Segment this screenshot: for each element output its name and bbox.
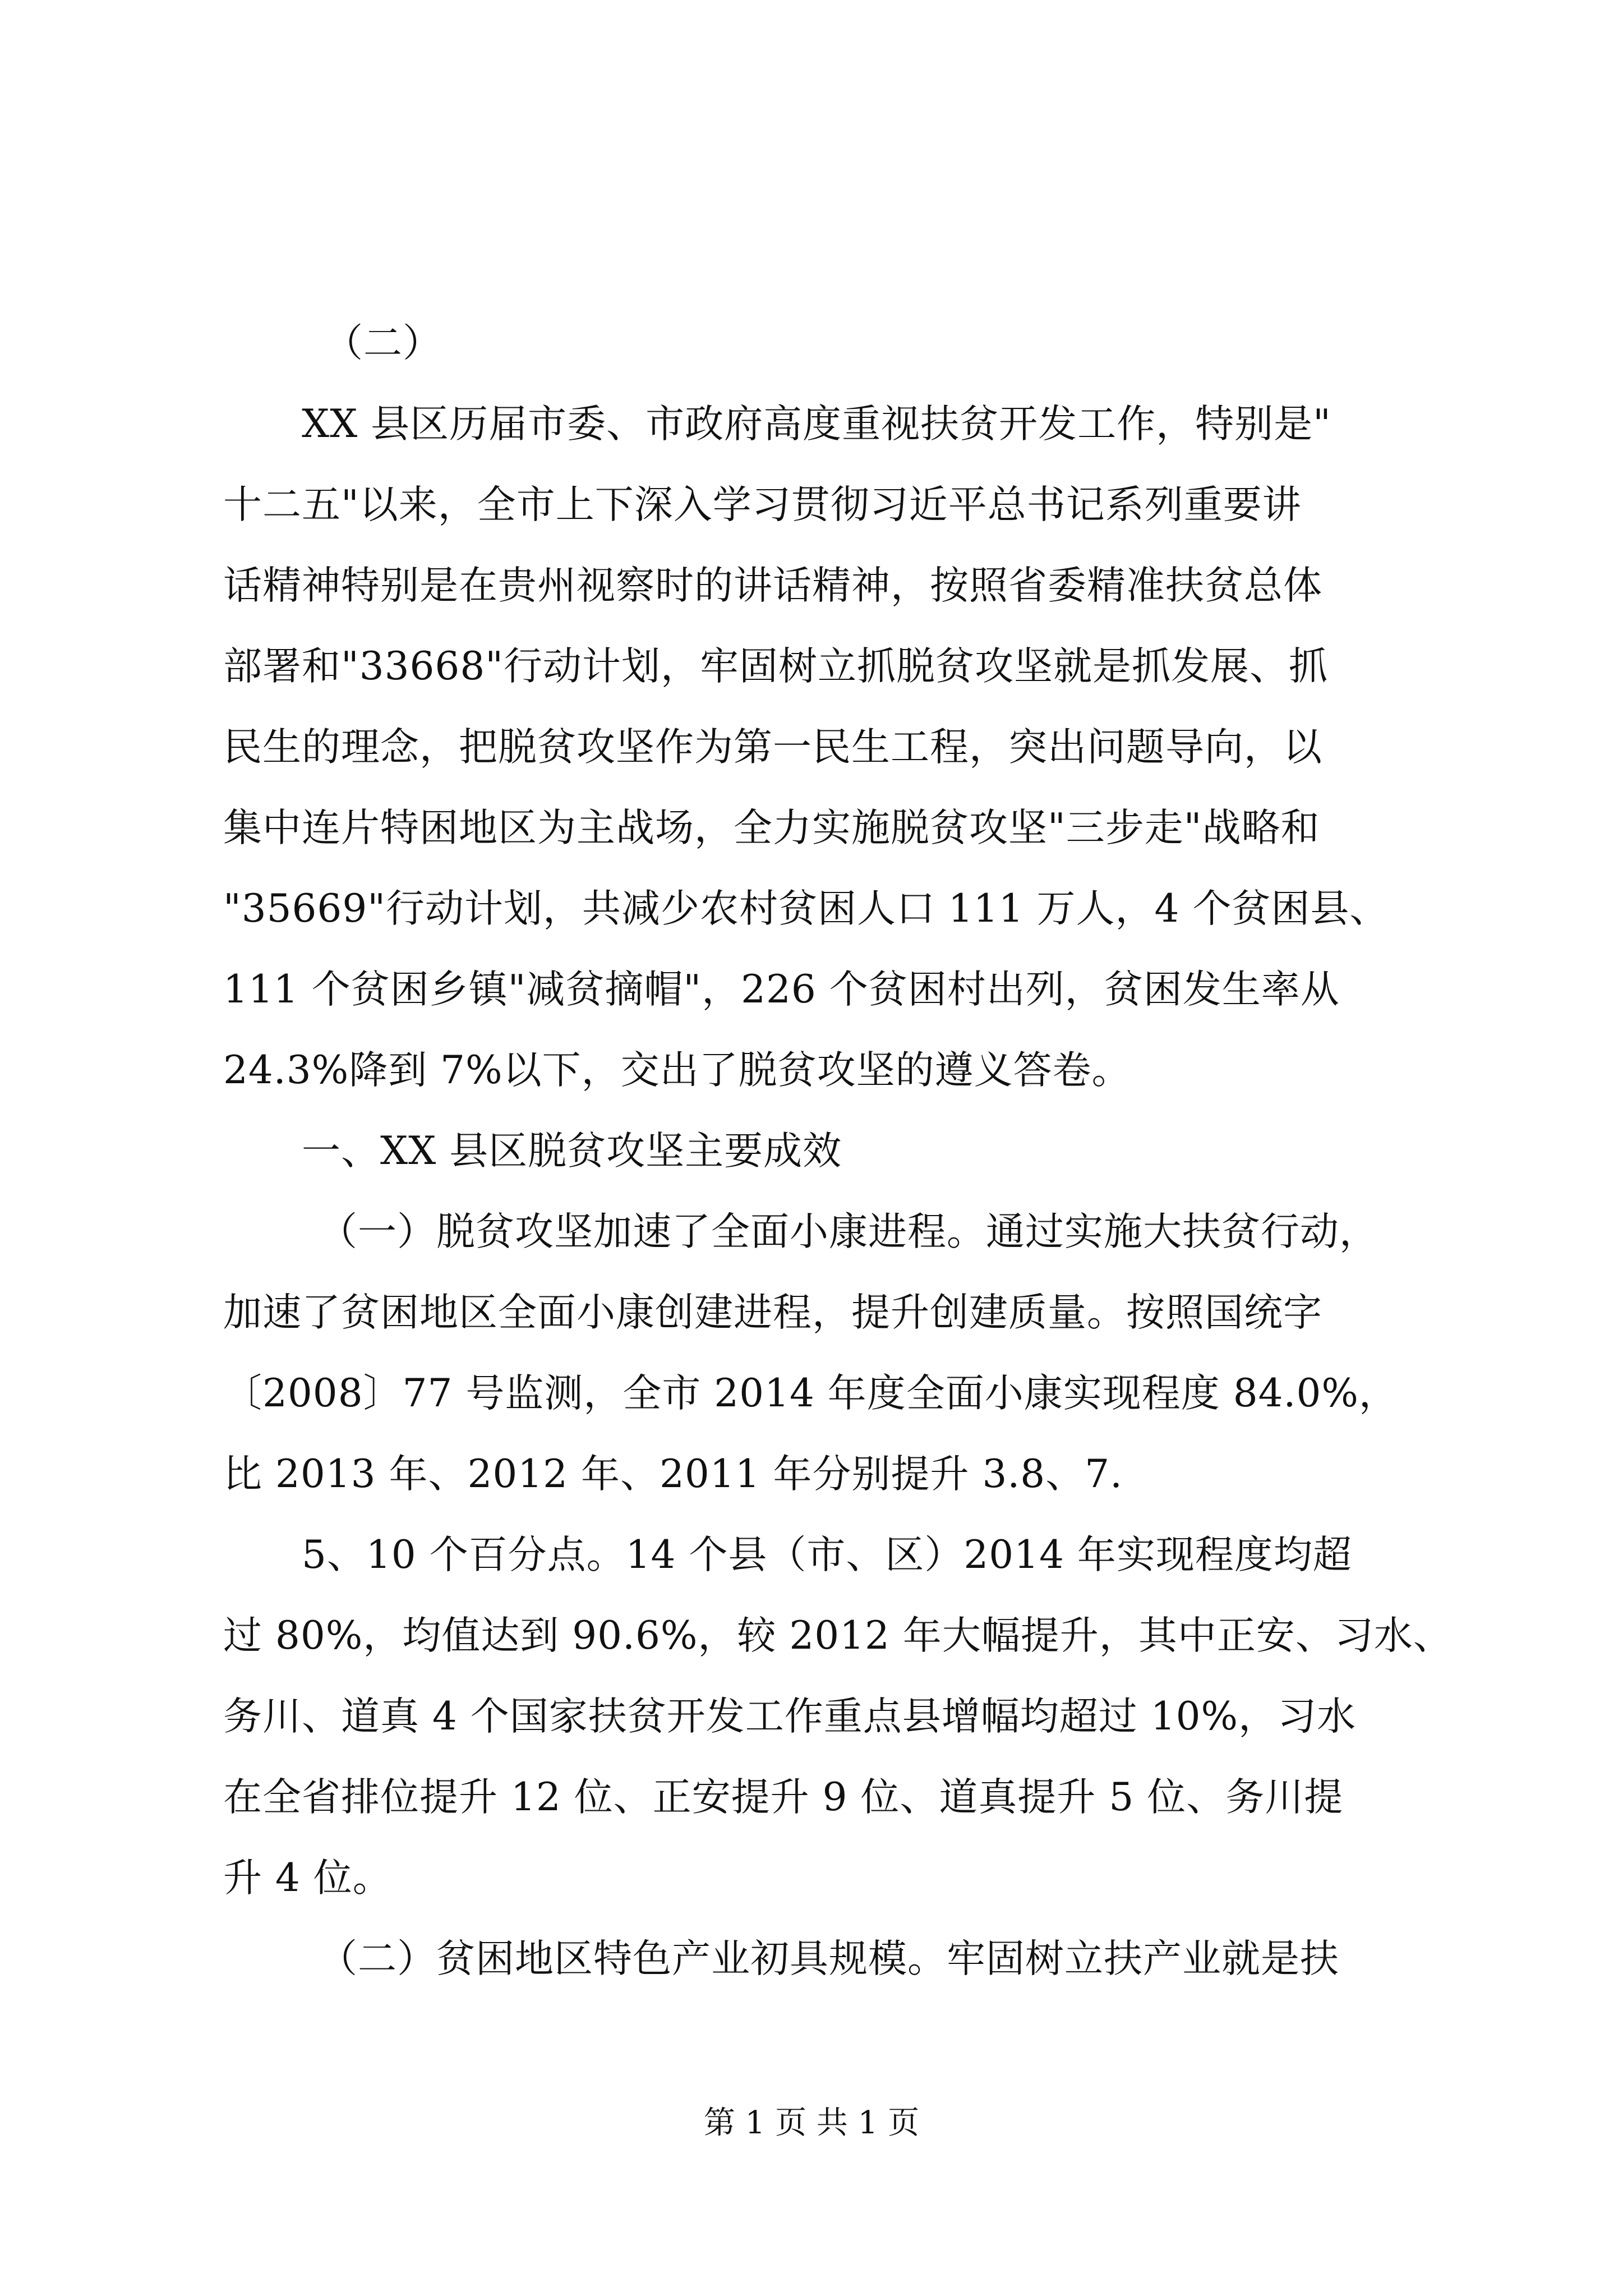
paragraph-line: 〔2008〕77 号监测，全市 2014 年度全面小康实现程度 84.0%， xyxy=(223,1371,1398,1416)
paragraph-line: 务川、道真 4 个国家扶贫开发工作重点县增幅均超过 10%，习水 xyxy=(223,1694,1357,1739)
document-body xyxy=(223,303,1453,1999)
paragraph-line: 111 个贫困乡镇"减贫摘帽"，226 个贫困村出列，贫困发生率从 xyxy=(223,967,1340,1012)
paragraph-line: 24.3%降到 7%以下，交出了脱贫攻坚的遵义答卷。 xyxy=(223,1048,1131,1093)
section-heading: 一、XX 县区脱贫攻坚主要成效 xyxy=(302,1129,842,1174)
paragraph-line: 在全省排位提升 12 位、正安提升 9 位、道真提升 5 位、务川提 xyxy=(223,1775,1344,1820)
paragraph-line: 话精神特别是在贵州视察时的讲话精神，按照省委精准扶贫总体 xyxy=(223,563,1322,608)
paragraph-line: 过 80%，均值达到 90.6%，较 2012 年大幅提升，其中正安、习水、 xyxy=(223,1613,1453,1658)
paragraph-line: 十二五"以来，全市上下深入学习贯彻习近平总书记系列重要讲 xyxy=(223,482,1302,527)
paragraph-line: 比 2013 年、2012 年、2011 年分别提升 3.8、7. xyxy=(223,1452,1123,1497)
paragraph-line: 集中连片特困地区为主战场，全力实施脱贫攻坚"三步走"战略和 xyxy=(223,806,1320,850)
page-footer: 第 1 页 共 1 页 xyxy=(703,2105,920,2141)
paragraph-line: 5、10 个百分点。14 个县（市、区）2014 年实现程度均超 xyxy=(302,1533,1352,1577)
paragraph-line: 部署和"33668"行动计划，牢固树立抓脱贫攻坚就是抓发展、抓 xyxy=(223,644,1328,689)
subsection-line: （二）贫困地区特色产业初具规模。牢固树立扶产业就是扶 xyxy=(319,1936,1339,1981)
paragraph-line: 民生的理念，把脱贫攻坚作为第一民生工程，突出问题导向，以 xyxy=(223,725,1322,770)
paragraph-line: 加速了贫困地区全面小康创建进程，提升创建质量。按照国统字 xyxy=(223,1290,1322,1335)
paragraph-line: XX 县区历届市委、市政府高度重视扶贫开发工作，特别是" xyxy=(302,402,1331,447)
paragraph-line: 升 4 位。 xyxy=(223,1856,392,1901)
section-number: （二） xyxy=(324,321,442,366)
subsection-line: （一）脱贫攻坚加速了全面小康进程。通过实施大扶贫行动， xyxy=(319,1209,1378,1254)
paragraph-line: "35669"行动计划，共减少农村贫困人口 111 万人，4 个贫困县、 xyxy=(223,886,1389,931)
